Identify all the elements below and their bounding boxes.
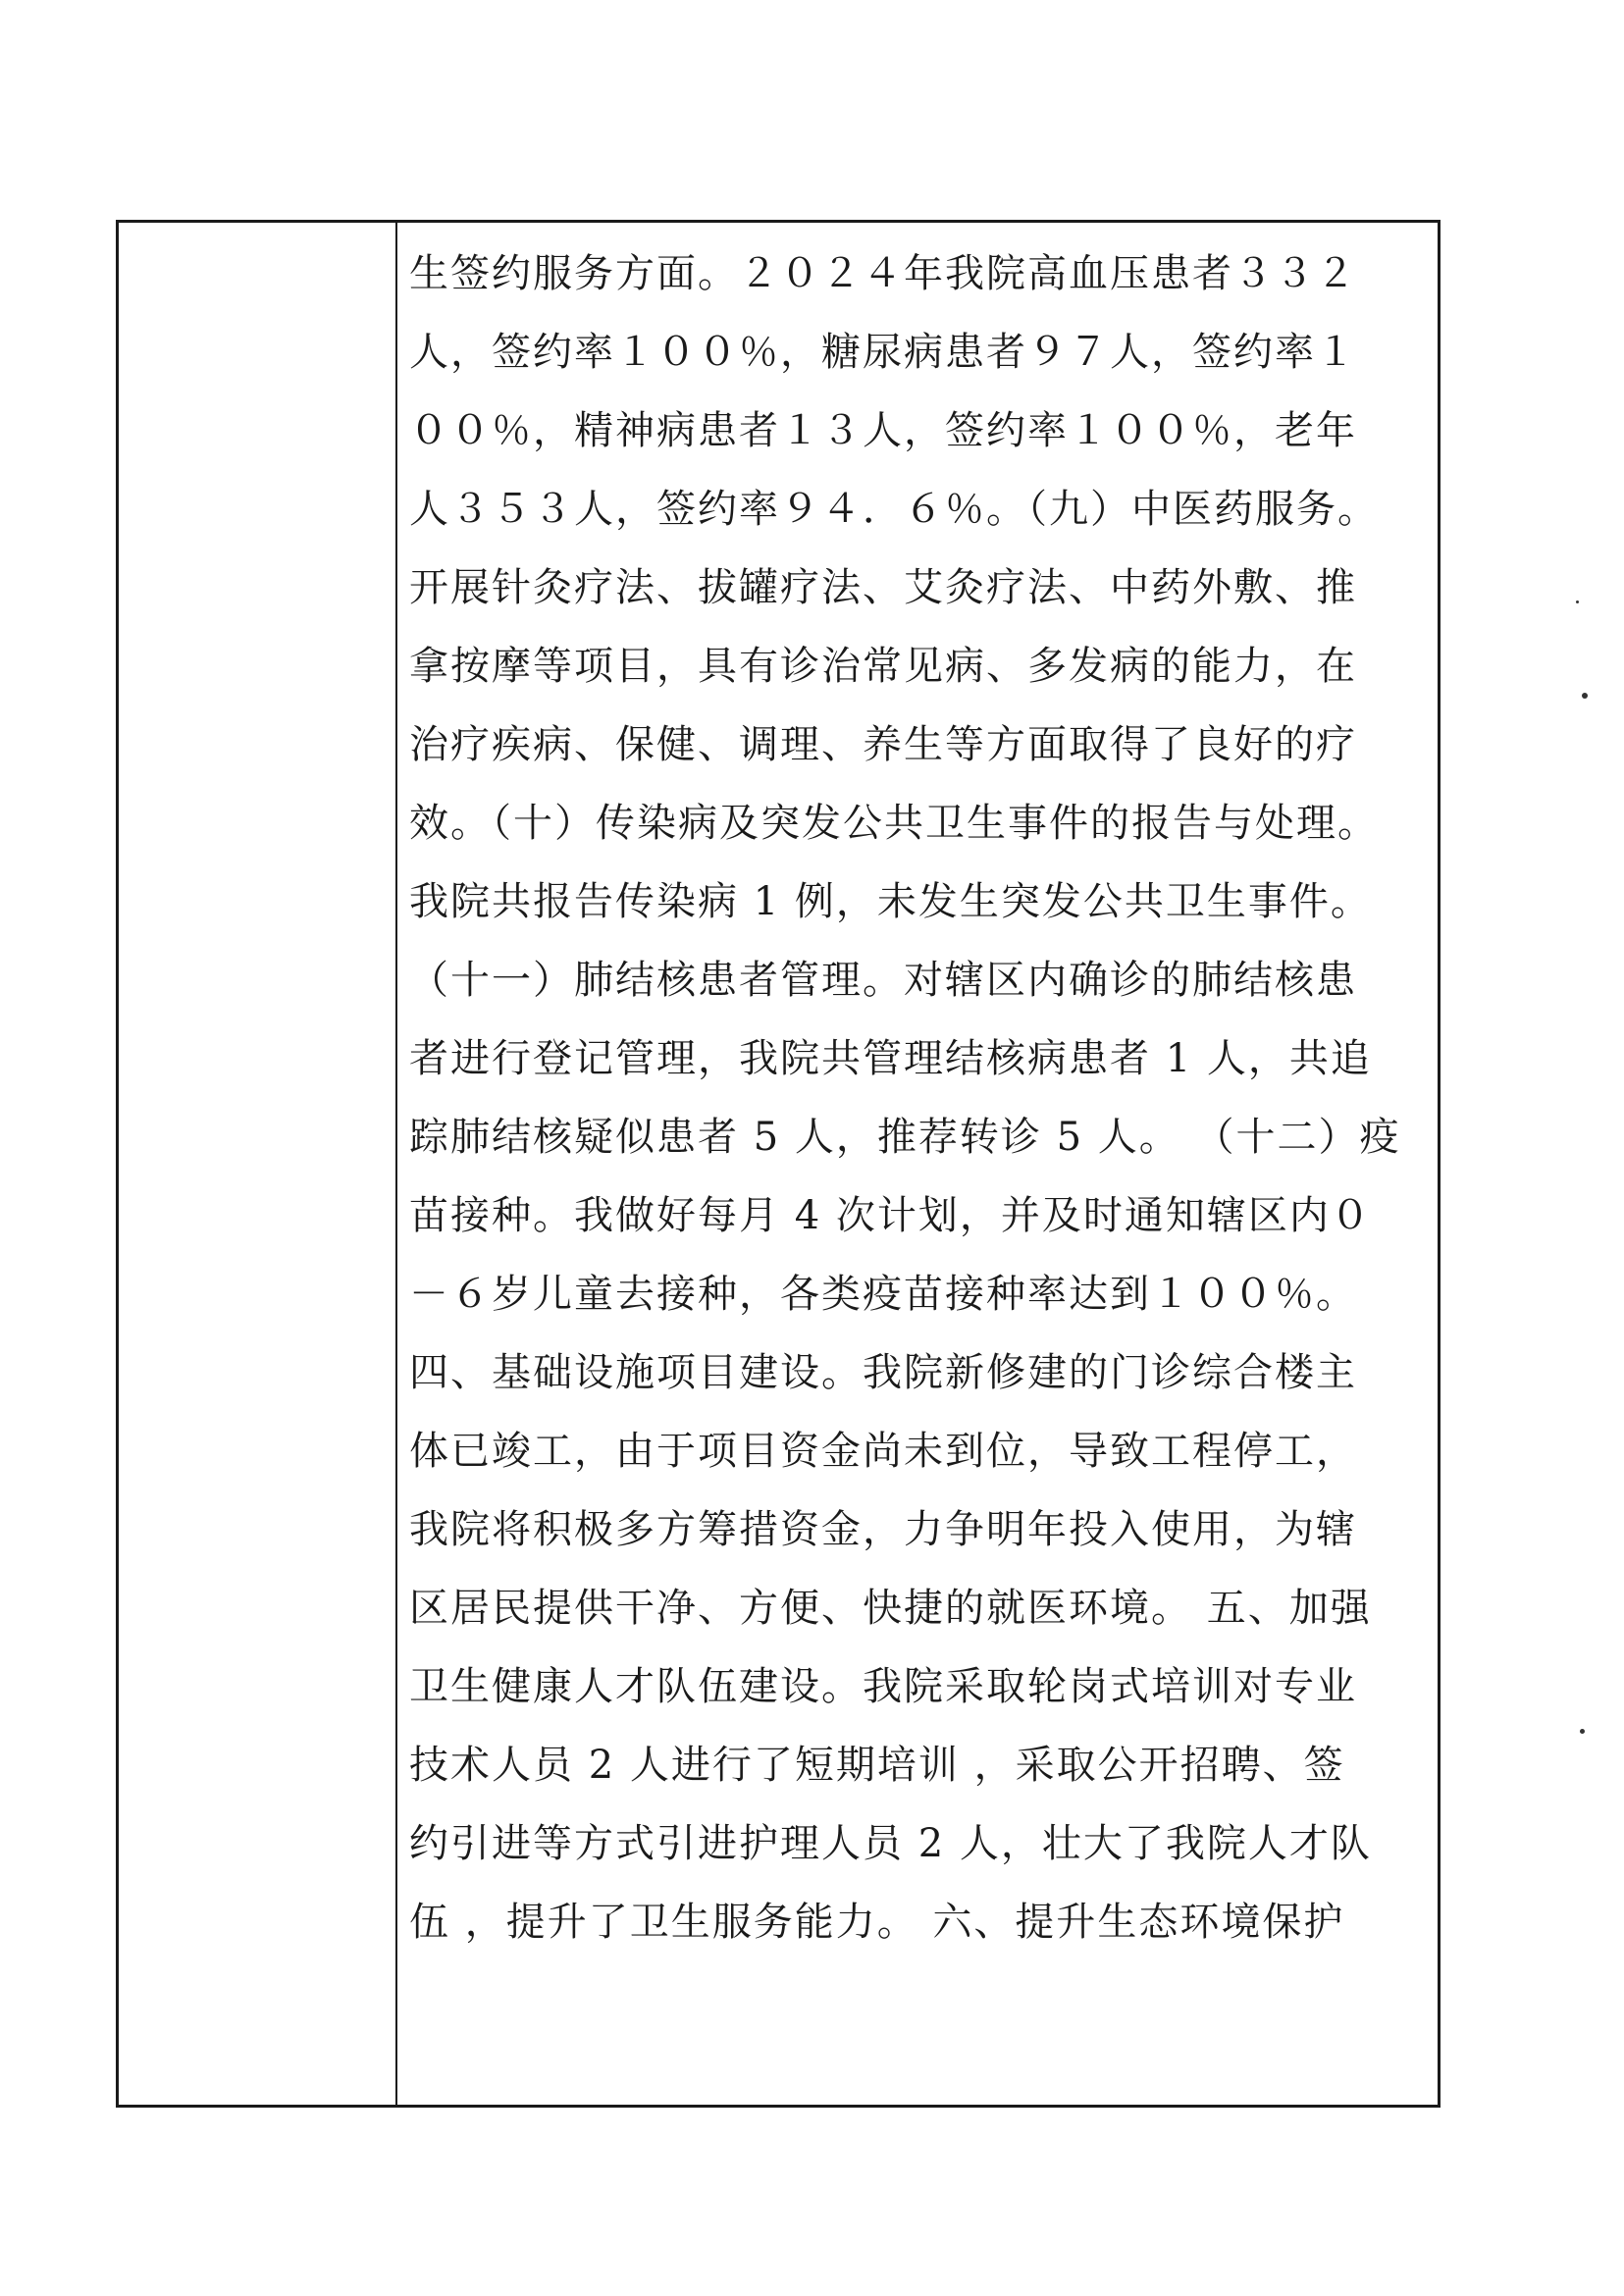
text-line: 苗接种。我做好每月 4 次计划，并及时通知辖区内０	[409, 1193, 1372, 1238]
text-line: 技术人员 2 人进行了短期培训 ，采取公开招聘、签	[409, 1743, 1345, 1788]
scan-speck	[1582, 693, 1588, 699]
text-line: 人，签约率１００％，糖尿病患者９７人，签约率１	[409, 330, 1357, 375]
text-line: 卫生健康人才队伍建设。我院采取轮岗式培训对专业	[409, 1664, 1357, 1709]
text-line: 开展针灸疗法、拔罐疗法、艾灸疗法、中药外敷、推	[409, 565, 1357, 610]
text-line: 区居民提供干净、方便、快捷的就医环境。 五、加强	[409, 1586, 1372, 1631]
text-line: 伍 ，提升了卫生服务能力。 六、提升生态环境保护	[409, 1900, 1345, 1945]
text-line: 四、基础设施项目建设。我院新修建的门诊综合楼主	[409, 1350, 1357, 1395]
text-line: 生签约服务方面。２０２４年我院高血压患者３３２	[409, 251, 1357, 296]
scan-speck	[1580, 1729, 1585, 1734]
table-content-cell	[409, 235, 1430, 1961]
report-table	[116, 220, 1441, 2108]
text-line: （十一）肺结核患者管理。对辖区内确诊的肺结核患	[409, 958, 1357, 1003]
text-line: 约引进等方式引进护理人员 2 人，壮大了我院人才队	[409, 1821, 1372, 1866]
text-line: －６岁儿童去接种，各类疫苗接种率达到１００％。	[409, 1272, 1357, 1317]
text-line: 我院将积极多方筹措资金，力争明年投入使用，为辖	[409, 1507, 1357, 1552]
text-line: 拿按摩等项目，具有诊治常见病、多发病的能力，在	[409, 644, 1357, 689]
text-line: 效。（十）传染病及突发公共卫生事件的报告与处理。	[409, 801, 1379, 846]
text-line: 者进行登记管理，我院共管理结核病患者 1 人，共追	[409, 1036, 1372, 1081]
text-line: 我院共报告传染病 1 例，未发生突发公共卫生事件。	[409, 879, 1372, 924]
table-left-column	[119, 223, 397, 2105]
scan-speck	[1576, 600, 1579, 603]
text-line: ００％，精神病患者１３人，签约率１００％，老年	[409, 408, 1357, 453]
text-line: 踪肺结核疑似患者 5 人，推荐转诊 5 人。 （十二）疫	[409, 1115, 1401, 1160]
text-line: 人３５３人，签约率９４．６％。（九）中医药服务。	[409, 487, 1379, 532]
text-line: 治疗疾病、保健、调理、养生等方面取得了良好的疗	[409, 722, 1357, 767]
text-line: 体已竣工，由于项目资金尚未到位，导致工程停工，	[409, 1429, 1357, 1474]
